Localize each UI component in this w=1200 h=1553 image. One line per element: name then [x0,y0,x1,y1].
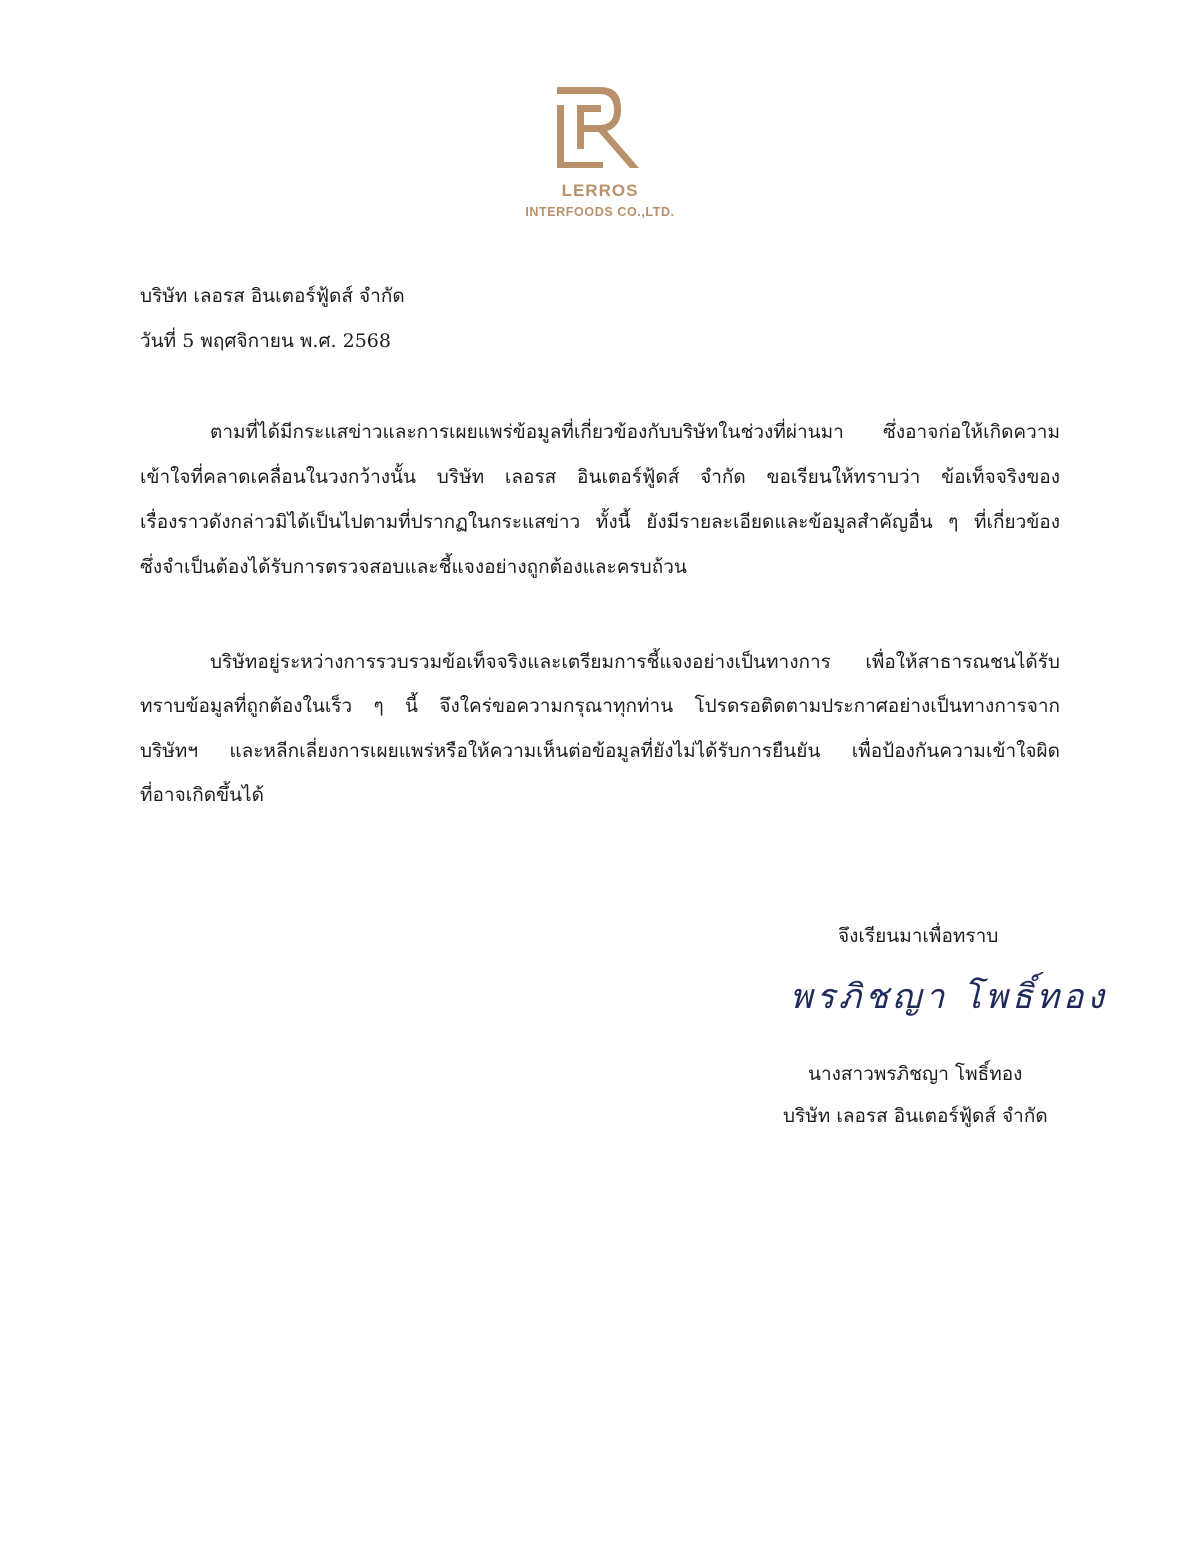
paragraph-line: ตามที่ได้มีกระแสข่าวและการเผยแพร่ข้อมูลที่เกี่ยวข้องกับบริษัทในช่วงที่ผ่านมา ซึ่งอาจก่อให้เกิดความ [210,421,1060,443]
signer-organization: บริษัท เลอรส อินเตอร์ฟู้ดส์ จำกัด [783,1105,1048,1127]
paragraph-line: ซึ่งจำเป็นต้องได้รับการตรวจสอบและชี้แจงอย่างถูกต้องและครบถ้วน [140,556,687,578]
paragraph-line: เรื่องราวดังกล่าวมิได้เป็นไปตามที่ปรากฏในกระแสข่าว ทั้งนี้ ยังมีรายละเอียดและข้อมูลสำคัญอื่น ๆ ที่เกี่ยวข้อง [140,511,1060,533]
closing-salutation: จึงเรียนมาเพื่อทราบ [838,925,999,947]
letter-date: วันที่ 5 พฤศจิกายน พ.ศ. 2568 [140,330,391,352]
signer-name: นางสาวพรภิชญา โพธิ์ทอง [808,1063,1023,1085]
paragraph-line: ทราบข้อมูลที่ถูกต้องในเร็ว ๆ นี้ จึงใคร่ขอความกรุณาทุกท่าน โปรดรอติดตามประกาศอย่างเป็นทางการจาก [140,695,1060,717]
logo-name: LERROS [561,181,639,200]
handwritten-signature: พรภิชญา โพธิ์ทอง [790,977,1108,1017]
lr-monogram-icon [555,84,645,174]
paragraph-line: เข้าใจที่คลาดเคลื่อนในวงกว้างนั้น บริษัท เลอรส อินเตอร์ฟู้ดส์ จำกัด ขอเรียนให้ทราบว่า ข้อเท็จจริงของ [140,466,1060,488]
paragraph-line: บริษัทอยู่ระหว่างการรวบรวมข้อเท็จจริงและเตรียมการชี้แจงอย่างเป็นทางการ เพื่อให้สาธารณชนได้รับ [210,651,1060,673]
sender-company: บริษัท เลอรส อินเตอร์ฟู้ดส์ จำกัด [140,285,405,307]
logo-subtitle: INTERFOODS CO.,LTD. [525,205,675,219]
paragraph-line: ที่อาจเกิดขึ้นได้ [140,784,264,806]
paragraph-line: บริษัทฯ และหลีกเลี่ยงการเผยแพร่หรือให้ความเห็นต่อข้อมูลที่ยังไม่ได้รับการยืนยัน เพื่อป้องกันความเข้าใจผิด [140,740,1060,762]
